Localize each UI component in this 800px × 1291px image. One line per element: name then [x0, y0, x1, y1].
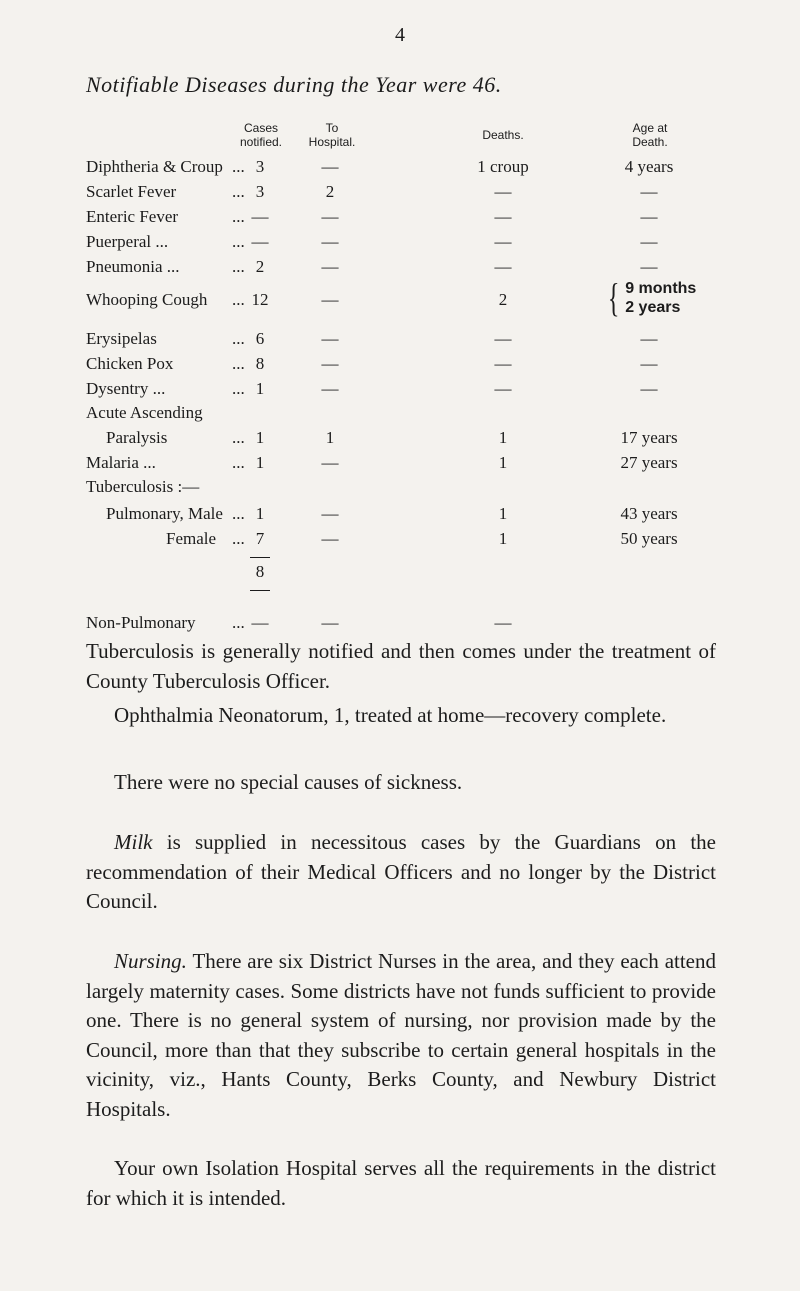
age-value: —	[640, 329, 658, 348]
age-value: 2 years	[625, 299, 681, 316]
deaths-value: —	[494, 354, 512, 373]
table-row	[0, 329, 800, 351]
age-value: —	[640, 232, 658, 251]
age-value: 9 months	[625, 280, 697, 297]
page-title: Notifiable Diseases during the Year were 46.	[86, 72, 502, 97]
disease-name: Acute Ascending	[86, 403, 203, 422]
leader-dots: ...	[232, 329, 245, 348]
hospital-value: —	[321, 613, 339, 632]
table-row	[0, 453, 800, 475]
deaths-value: 1	[498, 529, 508, 548]
leader-dots: ...	[232, 290, 245, 309]
disease-name: Tuberculosis :—	[86, 477, 200, 496]
leader-dots: ...	[232, 207, 245, 226]
paragraph	[86, 828, 716, 917]
paragraph-text: Tuberculosis is generally notified and then comes under the treatment of County Tuberculosis Officer.	[86, 639, 716, 693]
cases-value: 8	[255, 354, 265, 373]
table-row	[0, 157, 800, 179]
deaths-value: —	[494, 182, 512, 201]
table-row	[0, 257, 800, 279]
header-cases-line2: notified.	[239, 135, 283, 149]
disease-name: Whooping Cough	[86, 290, 208, 309]
disease-name: Female	[166, 529, 217, 548]
hospital-value: —	[321, 379, 339, 398]
leader-dots: ...	[232, 529, 245, 548]
header-cases-notified	[236, 121, 286, 149]
age-value: 43 years	[620, 504, 678, 523]
paragraph	[86, 637, 716, 696]
table-row	[0, 275, 800, 328]
paragraph	[86, 768, 716, 798]
cases-value: —	[251, 232, 269, 251]
table-row	[0, 613, 800, 635]
paragraph-text: Ophthalmia Neonatorum, 1, treated at home—recovery complete.	[114, 703, 667, 727]
cases-value: 7	[255, 529, 265, 548]
hospital-value: —	[321, 157, 339, 176]
deaths-value: 1 croup	[477, 157, 529, 176]
deaths-value: 1	[498, 428, 508, 447]
cases-value: 1	[255, 504, 265, 523]
header-to-hospital	[302, 121, 362, 149]
paragraph-text: There were no special causes of sickness.	[114, 770, 463, 794]
paragraph-text: There are six District Nurses in the area, and they each attend largely maternity cases. Some districts have not funds sufficient to provide one. There is no general system of nursing, nor provision made by the Council, more than that they subscribe to certain general hospitals in the vicinity, viz., Hants County, Berks County, and Newbury District Hospitals.	[86, 949, 716, 1121]
header-age-line1: Age at	[632, 121, 668, 135]
leader-dots: ...	[232, 428, 245, 447]
deaths-value: 1	[498, 453, 508, 472]
leader-dots: ...	[232, 613, 245, 632]
disease-name: Malaria ...	[86, 453, 156, 472]
age-value: —	[640, 257, 658, 276]
deaths-value: —	[494, 613, 512, 632]
disease-name: Pneumonia ...	[86, 257, 180, 276]
table-row	[0, 529, 800, 551]
deaths-value: —	[494, 379, 512, 398]
hospital-value: 1	[325, 428, 335, 447]
table-row	[0, 379, 800, 401]
age-value: 17 years	[620, 428, 678, 447]
table-row	[0, 504, 800, 526]
disease-name: Pulmonary, Male	[106, 504, 223, 523]
cases-value: 3	[255, 157, 265, 176]
sum-rule-bottom	[250, 590, 270, 591]
cases-value: 1	[255, 453, 265, 472]
disease-name: Scarlet Fever	[86, 182, 177, 201]
leader-dots: ...	[232, 504, 245, 523]
age-value: 27 years	[620, 453, 678, 472]
leader-dots: ...	[232, 182, 245, 201]
paragraph	[86, 947, 716, 1124]
hospital-value: —	[321, 257, 339, 276]
cases-value: —	[251, 207, 269, 226]
table-row	[0, 182, 800, 204]
paragraph	[86, 701, 716, 731]
table-row	[0, 403, 800, 425]
hospital-value: —	[321, 529, 339, 548]
disease-name: Diphtheria & Croup	[86, 157, 223, 176]
header-age-line2: Death.	[632, 135, 668, 149]
table-row	[0, 232, 800, 254]
leader-dots: ...	[232, 379, 245, 398]
disease-name: Dysentry ...	[86, 379, 166, 398]
hospital-value: —	[321, 207, 339, 226]
age-value: —	[640, 354, 658, 373]
hospital-value: —	[321, 354, 339, 373]
cases-value: 6	[255, 329, 265, 348]
header-age-at-death	[620, 121, 680, 149]
age-brace-group	[604, 275, 697, 320]
leader-dots: ...	[232, 354, 245, 373]
deaths-value: 1	[498, 504, 508, 523]
brace-symbol: {	[607, 275, 620, 320]
hospital-value: —	[321, 504, 339, 523]
leader-dots: ...	[232, 257, 245, 276]
cases-value: 2	[255, 257, 265, 276]
table-row	[0, 477, 800, 499]
disease-name: Puerperal ...	[86, 232, 169, 251]
table-row	[0, 428, 800, 450]
sum-rule-top	[250, 557, 270, 558]
cases-value: 1	[255, 428, 265, 447]
cases-value: 1	[255, 379, 265, 398]
deaths-value: 2	[498, 290, 508, 309]
deaths-value: —	[494, 232, 512, 251]
age-value: —	[640, 379, 658, 398]
paragraph-lead: Milk	[114, 830, 153, 854]
cases-value: —	[251, 613, 269, 632]
deaths-value: —	[494, 329, 512, 348]
disease-name: Paralysis	[106, 428, 168, 447]
disease-name: Chicken Pox	[86, 354, 174, 373]
leader-dots: ...	[232, 453, 245, 472]
paragraph-text: Your own Isolation Hospital serves all the requirements in the district for which it is intended.	[86, 1156, 716, 1210]
header-cases-line1: Cases	[243, 121, 278, 135]
age-lines	[625, 279, 696, 317]
hospital-value: —	[321, 453, 339, 472]
hospital-value: 2	[325, 182, 335, 201]
page-number: 4	[395, 24, 405, 46]
hospital-value: —	[321, 329, 339, 348]
header-hospital-line2: Hospital.	[308, 135, 356, 149]
disease-name: Erysipelas	[86, 329, 157, 348]
cases-value: 3	[255, 182, 265, 201]
paragraph-lead: Nursing.	[114, 949, 187, 973]
age-value: —	[640, 182, 658, 201]
cases-value: 12	[251, 290, 269, 309]
paragraph	[86, 1154, 716, 1213]
age-value: —	[640, 207, 658, 226]
deaths-value: —	[494, 257, 512, 276]
age-value: 50 years	[620, 529, 678, 548]
leader-dots: ...	[232, 232, 245, 251]
age-value: 4 years	[624, 157, 674, 176]
table-row	[0, 354, 800, 376]
paragraph-text: is supplied in necessitous cases by the Guardians on the recommendation of their Medical Officers and no longer by the District Council.	[86, 830, 716, 913]
header-hospital-line1: To	[325, 121, 339, 135]
tuberculosis-total: 8	[255, 562, 265, 581]
deaths-value: —	[494, 207, 512, 226]
table-row	[0, 207, 800, 229]
hospital-value: —	[321, 290, 339, 309]
disease-name: Enteric Fever	[86, 207, 179, 226]
disease-name: Non-Pulmonary	[86, 613, 196, 632]
header-deaths: Deaths.	[482, 128, 524, 142]
leader-dots: ...	[232, 157, 245, 176]
hospital-value: —	[321, 232, 339, 251]
